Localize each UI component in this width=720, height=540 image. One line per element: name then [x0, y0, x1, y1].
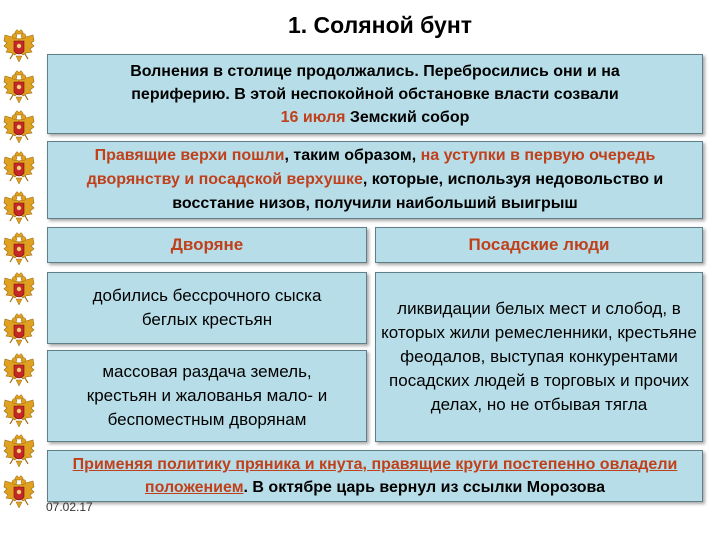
townspeople-item-text: ликвидации белых мест и слобод, в которых жили ремесленники, крестьяне феодалов, выступая конкурентами посадских людей в торговых и прочих делах, но не отбывая тягла — [381, 299, 697, 414]
header-townspeople: Посадские люди — [375, 227, 703, 263]
conclusion-box — [47, 450, 703, 502]
intro-line1: Волнения в столице продолжались. Перебросились они и на — [130, 62, 620, 80]
intro-line2: периферию. В этой неспокойной обстановке власти созвали — [131, 85, 619, 103]
double-headed-eagle-icon — [2, 312, 36, 350]
concessions-text2: , которые, используя недовольство и восстание низов, получили наибольший выигрыш — [172, 171, 664, 212]
intro-box — [47, 54, 703, 134]
double-headed-eagle-icon — [2, 190, 36, 228]
nobles-item-2-text: массовая раздача земель, крестьян и жалованья мало- и беспоместным дворянам — [86, 362, 328, 429]
header-nobles: Дворяне — [47, 227, 367, 263]
slide-date: 07.02.17 — [46, 500, 93, 514]
slide-title: 1. Соляной бунт — [287, 12, 472, 38]
double-headed-eagle-icon — [2, 28, 36, 66]
double-headed-eagle-icon — [2, 352, 36, 390]
double-headed-eagle-icon — [2, 109, 36, 147]
double-headed-eagle-icon — [2, 150, 36, 188]
double-headed-eagle-icon — [2, 231, 36, 269]
double-headed-eagle-icon — [2, 271, 36, 309]
concessions-red1: Правящие верхи пошли — [94, 147, 285, 164]
concessions-text1: , таким образом, — [284, 147, 421, 164]
double-headed-eagle-icon — [2, 69, 36, 107]
double-headed-eagle-icon — [2, 433, 36, 471]
conclusion-rest: . В октябре царь вернул из ссылки Морозова — [243, 479, 606, 496]
intro-line3: Земский собор — [345, 108, 470, 126]
concessions-red2: на уступки в первую очередь дворянству и посадской верхушке — [86, 147, 656, 188]
intro-date: 16 июля — [280, 108, 346, 126]
conclusion-red: Применяя политику пряника и кнута, правящие круги постепенно овладели положением — [72, 456, 678, 496]
nobles-item-1 — [47, 272, 367, 344]
concessions-box — [47, 141, 703, 219]
double-headed-eagle-icon — [2, 393, 36, 431]
nobles-item-2 — [47, 350, 367, 442]
nobles-item-1-text: добились бессрочного сыска беглых крестьян — [92, 286, 322, 329]
eagle-strip — [0, 28, 40, 518]
double-headed-eagle-icon — [2, 474, 36, 512]
townspeople-item — [375, 272, 703, 442]
